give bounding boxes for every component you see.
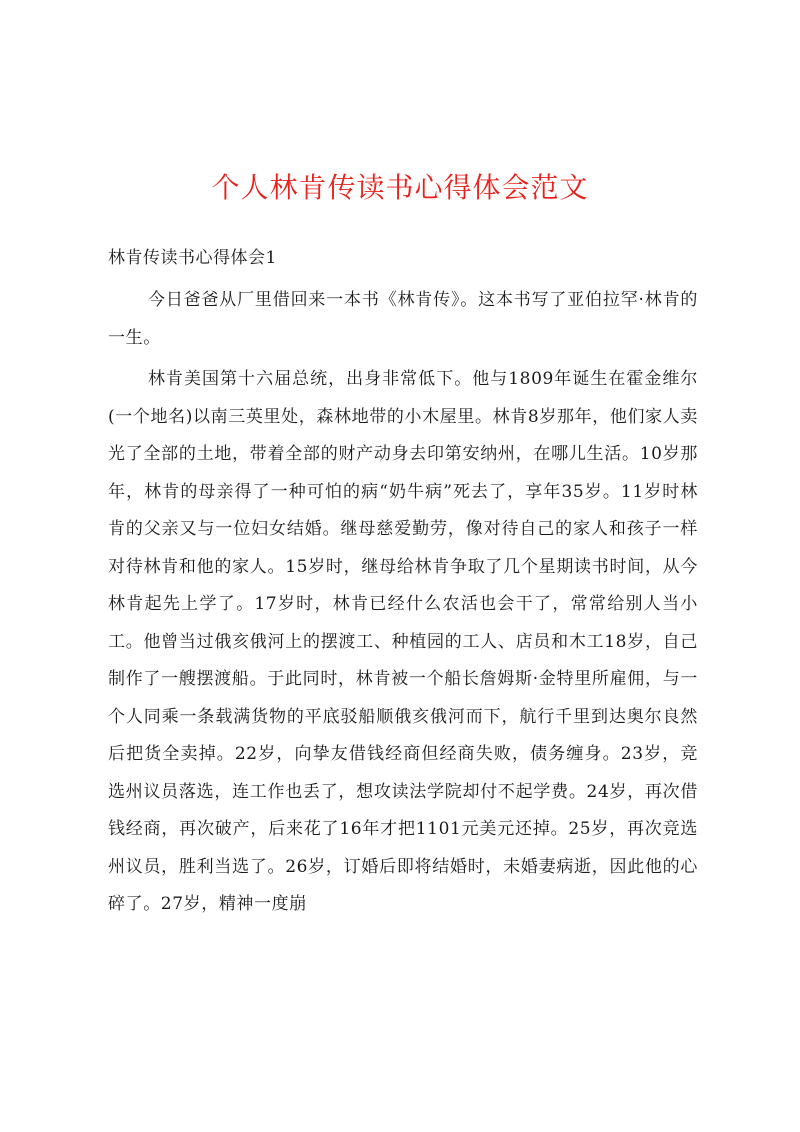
paragraph-biography: 林肯美国第十六届总统，出身非常低下。他与1809年诞生在霍金维尔(一个地名)以南三英里处，森林地带的小木屋里。林肯8岁那年，他们家人卖光了全部的土地，带着全部的财产动身去印第安纳州，在哪儿生活。10岁那年，林肯的母亲得了一种可怕的病“奶牛病”死去了，享年35岁。11岁时林肯的父亲又与一位妇女结婚。继母慈爱勤劳，像对待自己的家人和孩子一样对待林肯和他的家人。15岁时，继母给林肯争取了几个星期读书时间，从今林肯起先上学了。17岁时，林肯已经什么农活也会干了，常常给别人当小工。他曾当过俄亥俄河上的摆渡工、种植园的工人、店员和木工18岁，自己制作了一艘摆渡船。于此同时，林肯被一个船长詹姆斯·金特里所雇佣，与一个人同乘一条载满货物的平底驳船顺俄亥俄河而下，航行千里到达奥尔良然后把货全卖掉。22岁，向挚友借钱经商但经商失败，债务缠身。23岁，竞选州议员落选，连工作也丢了，想攻读法学院却付不起学费。24岁，再次借钱经商，再次破产，后来花了16年才把1101元美元还掉。25岁，再次竞选州议员，胜利当选了。26岁，订婚后即将结婚时，未婚妻病逝，因此他的心碎了。27岁，精神一度崩 xyxy=(108,369,698,914)
document-body xyxy=(108,238,698,924)
document-title: 个人林肯传读书心得体会范文 xyxy=(211,171,589,204)
section-heading: 林肯传读书心得体会1 xyxy=(108,248,277,268)
paragraph-intro: 今日爸爸从厂里借回来一本书《林肯传》。这本书写了亚伯拉罕·林肯的一生。 xyxy=(108,290,698,348)
